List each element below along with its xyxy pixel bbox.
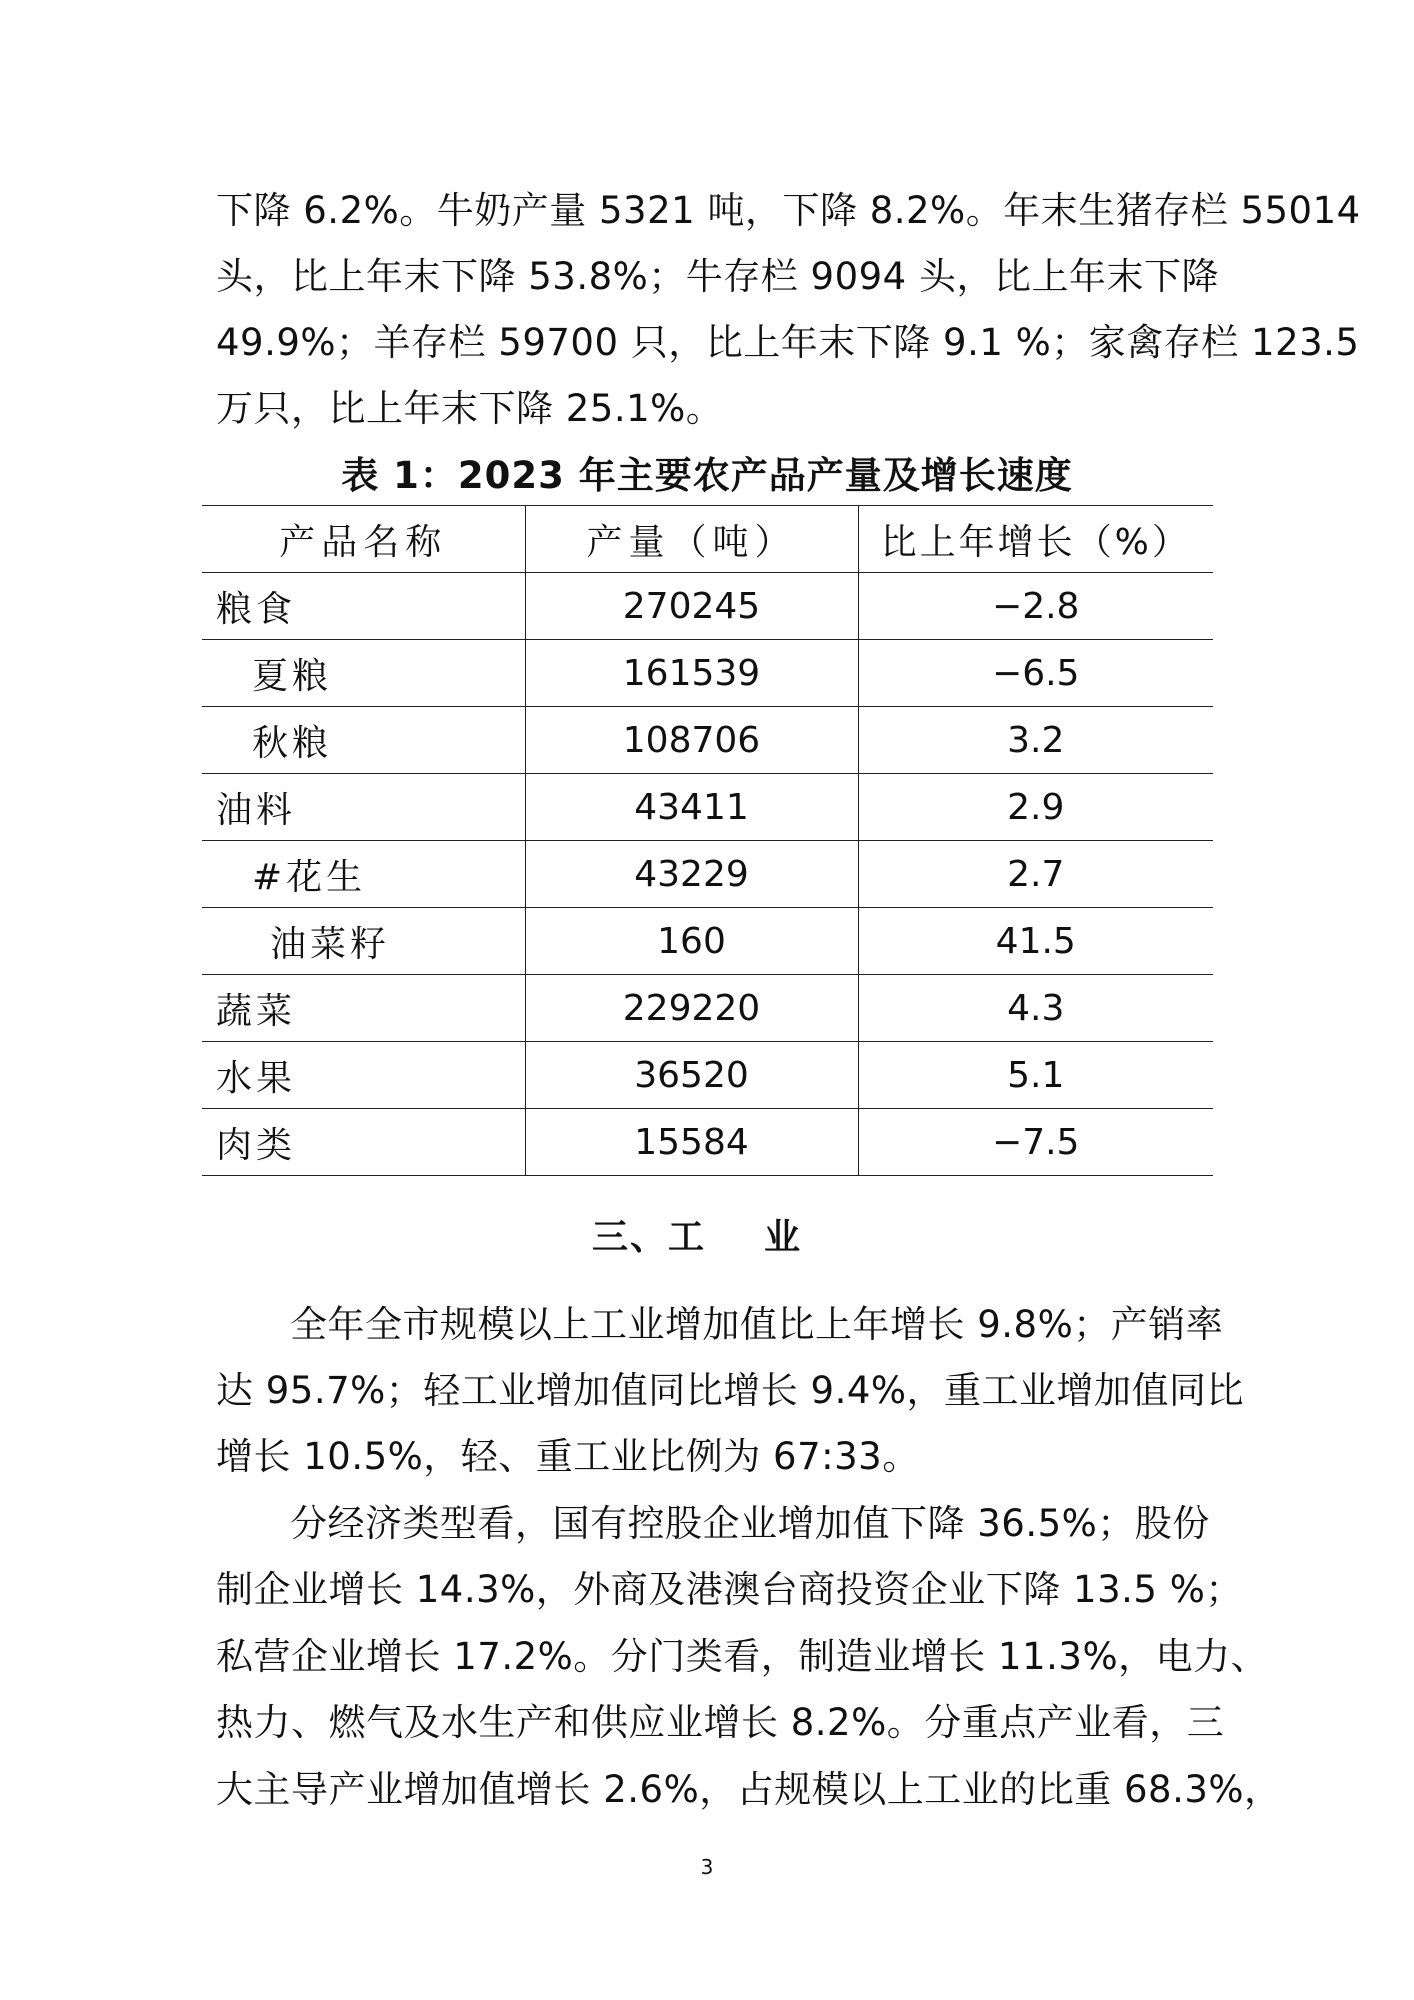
para1-line-3: 增长 10.5%，轻、重工业比例为 67:33。 [216,1435,920,1478]
row-output: 160 [525,908,858,975]
row-name: 粮食 [202,573,525,640]
row-growth: 41.5 [858,908,1213,975]
intro-line-3: 49.9%；羊存栏 59700 只，比上年末下降 9.1 %；家禽存栏 123.5 [216,321,1360,364]
row-name: 水果 [202,1042,525,1109]
section-heading-part2: 业 [764,1217,803,1258]
row-output: 36520 [525,1042,858,1109]
row-output: 43411 [525,774,858,841]
para2-line-2: 制企业增长 14.3%，外商及港澳台商投资企业下降 13.5 %； [216,1568,1243,1611]
table-row [202,841,1213,908]
intro-line-1: 下降 6.2%。牛奶产量 5321 吨，下降 8.2%。年末生猪存栏 55014 [216,189,1361,232]
header-product-name: 产品名称 [202,506,525,573]
table-row [202,640,1213,707]
row-growth: −2.8 [858,573,1213,640]
table-title: 表 1：2023 年主要农产品产量及增长速度 [341,454,1073,497]
row-name: 油菜籽 [202,908,525,975]
row-growth: 3.2 [858,707,1213,774]
para2-line-1: 分经济类型看，国有控股企业增加值下降 36.5%；股份 [290,1502,1210,1545]
row-growth: −6.5 [858,640,1213,707]
row-name: 油料 [202,774,525,841]
row-growth: 2.9 [858,774,1213,841]
row-name: 蔬菜 [202,975,525,1042]
para2-line-4: 热力、燃气及水生产和供应业增长 8.2%。分重点产业看，三 [216,1701,1225,1744]
intro-line-2: 头，比上年末下降 53.8%；牛存栏 9094 头，比上年末下降 [216,255,1219,298]
row-output: 15584 [525,1109,858,1176]
row-growth: 4.3 [858,975,1213,1042]
row-name: 秋粮 [202,707,525,774]
row-name: #花生 [202,841,525,908]
para1-line-1: 全年全市规模以上工业增加值比上年增长 9.8%；产销率 [290,1303,1224,1346]
section-heading-part1: 三、工 [592,1217,707,1258]
row-output: 229220 [525,975,858,1042]
row-growth: 5.1 [858,1042,1213,1109]
para1-line-2: 达 95.7%；轻工业增加值同比增长 9.4%，重工业增加值同比 [216,1369,1245,1412]
table-row [202,774,1213,841]
table-header-row [202,506,1213,573]
para2-line-5: 大主导产业增加值增长 2.6%，占规模以上工业的比重 68.3%， [216,1768,1282,1811]
table-row [202,707,1213,774]
row-output: 161539 [525,640,858,707]
page-number: 3 [700,1855,714,1879]
table-row [202,908,1213,975]
para2-line-3: 私营企业增长 17.2%。分门类看，制造业增长 11.3%，电力、 [216,1635,1269,1678]
row-name: 夏粮 [202,640,525,707]
row-output: 270245 [525,573,858,640]
table-row [202,1109,1213,1176]
row-output: 43229 [525,841,858,908]
header-growth: 比上年增长（%） [858,506,1213,573]
agri-products-table [202,505,1213,1176]
table-row [202,573,1213,640]
header-output: 产量（吨） [525,506,858,573]
section-heading-industry [592,1208,802,1268]
intro-line-4: 万只，比上年末下降 25.1%。 [216,387,724,430]
table-row [202,975,1213,1042]
row-name: 肉类 [202,1109,525,1176]
table-row [202,1042,1213,1109]
row-growth: −7.5 [858,1109,1213,1176]
row-output: 108706 [525,707,858,774]
row-growth: 2.7 [858,841,1213,908]
